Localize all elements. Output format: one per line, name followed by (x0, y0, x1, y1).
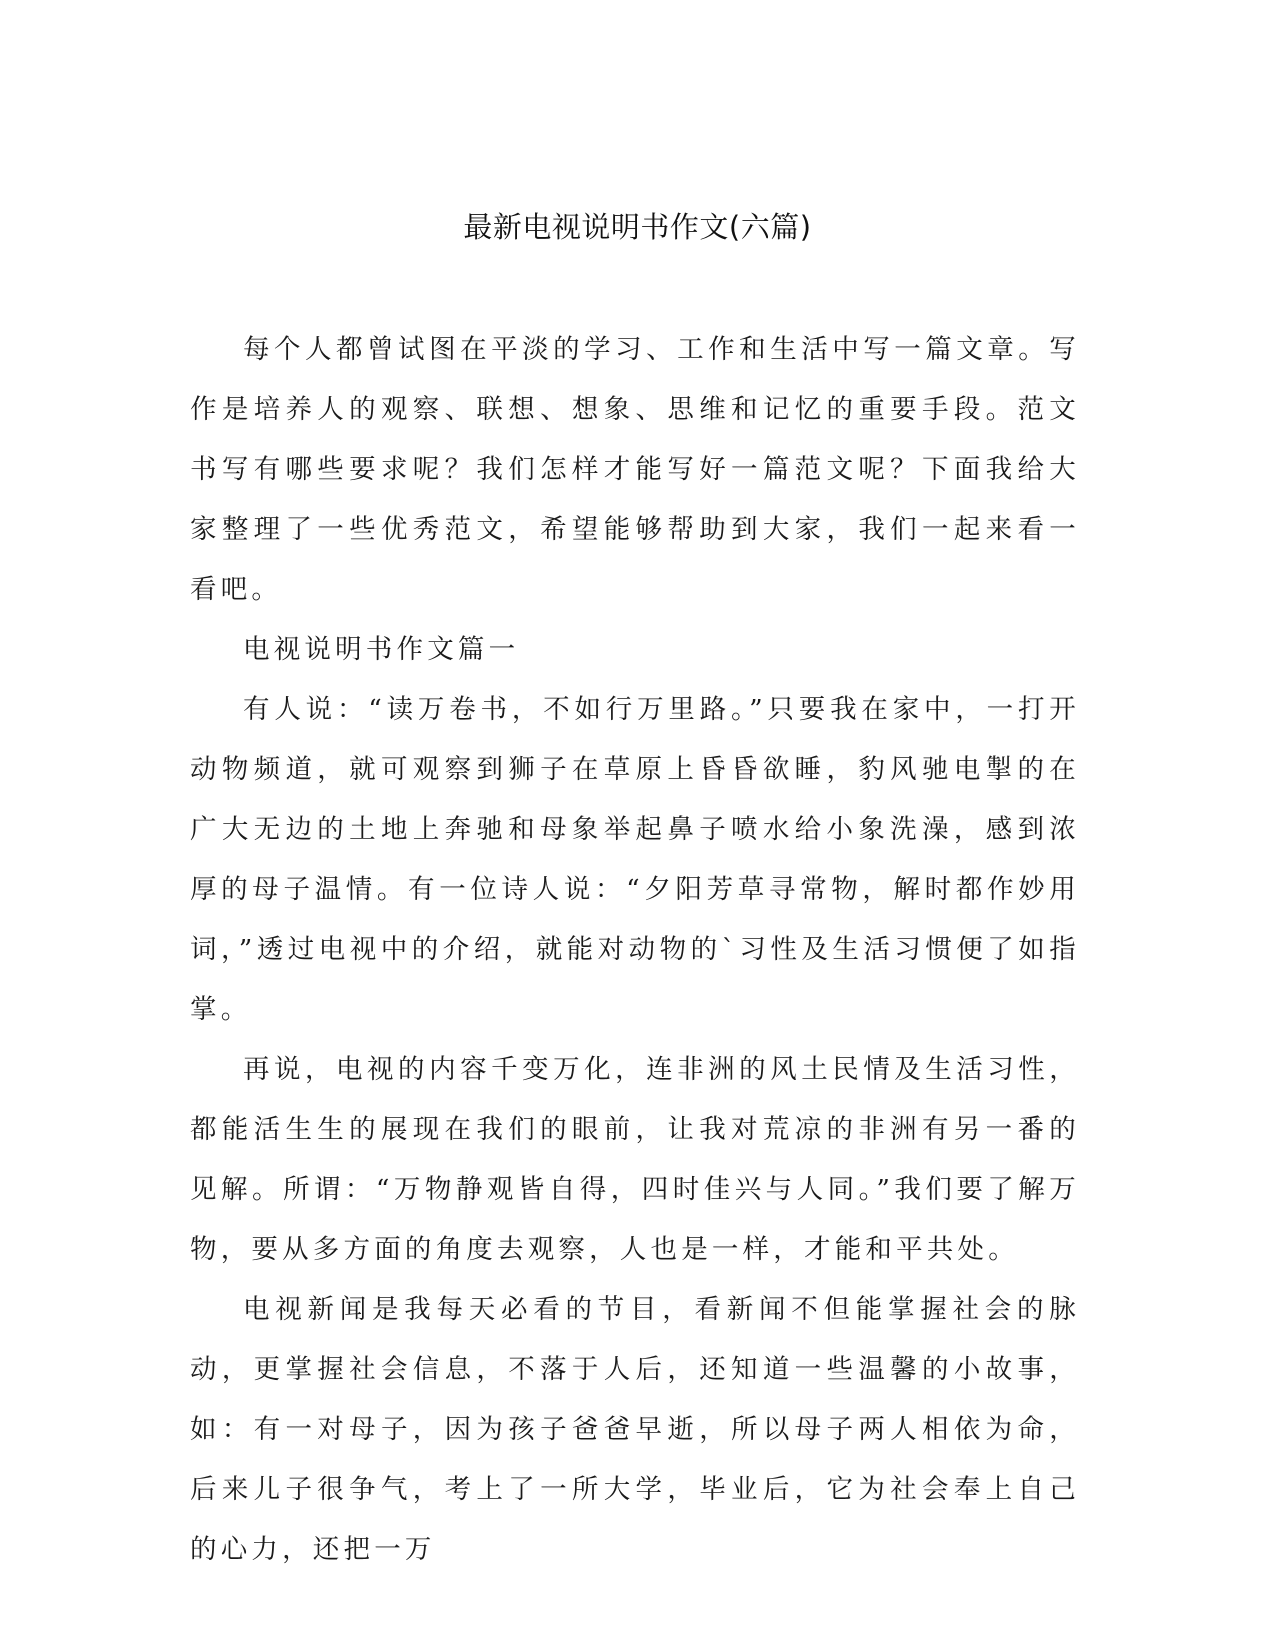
body-paragraph: 电视新闻是我每天必看的节目，看新闻不但能掌握社会的脉动，更掌握社会信息，不落于人后，还知道一些温馨的小故事，如：有一对母子，因为孩子爸爸早逝，所以母子两人相依为命，后来儿子很争气，考上了一所大学，毕业后，它为社会奉上自己的心力，还把一万 (190, 1294, 1080, 1565)
body-paragraph: 有人说：“读万卷书，不如行万里路。”只要我在家中，一打开动物频道，就可观察到狮子在草原上昏昏欲睡，豹风驰电掣的在广大无边的土地上奔驰和母象举起鼻子喷水给小象洗澡，感到浓厚的母子温情。有一位诗人说：“夕阳芳草寻常物，解时都作妙用词，”透过电视中的介绍，就能对动物的`习性及生活习惯便了如指掌。 (190, 694, 1080, 1025)
body-paragraph: 再说，电视的内容千变万化，连非洲的风土民情及生活习性，都能活生生的展现在我们的眼前，让我对荒凉的非洲有另一番的见解。所谓：“万物静观皆自得，四时佳兴与人同。”我们要了解万物，要从多方面的角度去观察，人也是一样，才能和平共处。 (190, 1054, 1080, 1265)
section-heading: 电视说明书作文篇一 (243, 634, 520, 665)
intro-paragraph: 每个人都曾试图在平淡的学习、工作和生活中写一篇文章。写作是培养人的观察、联想、想象、思维和记忆的重要手段。范文书写有哪些要求呢？我们怎样才能写好一篇范文呢？下面我给大家整理了一些优秀范文，希望能够帮助到大家，我们一起来看一看吧。 (190, 334, 1080, 605)
document-body (190, 320, 1080, 1580)
document-title: 最新电视说明书作文(六篇) (463, 210, 812, 244)
